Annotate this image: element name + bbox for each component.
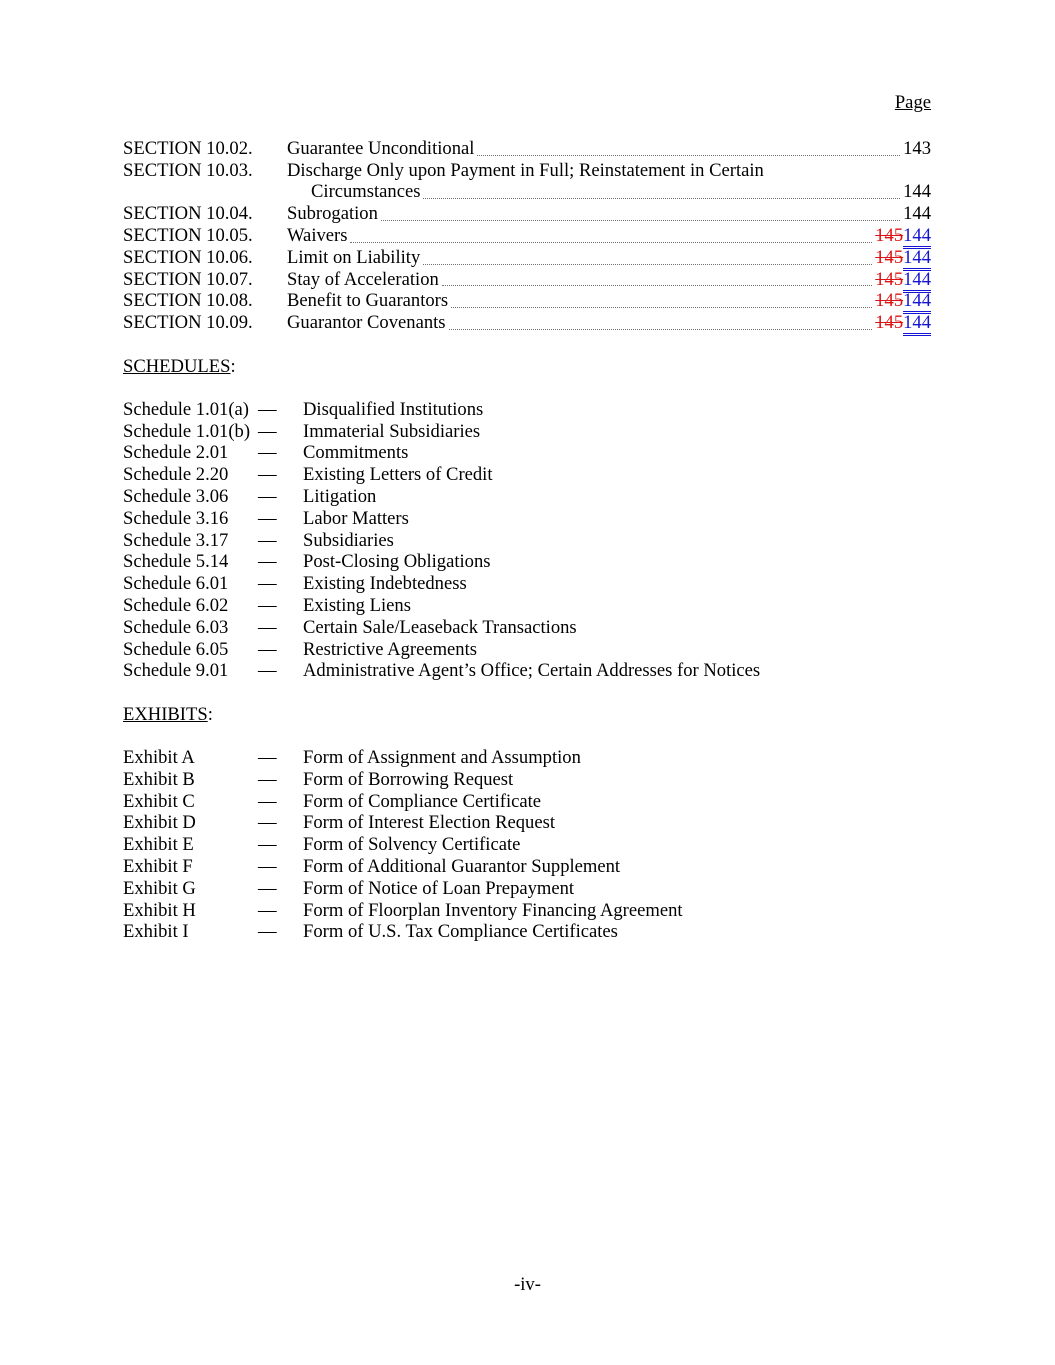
- item-label: Schedule 9.01: [123, 660, 229, 682]
- em-dash: —: [258, 485, 277, 507]
- em-dash: —: [258, 834, 277, 856]
- em-dash: —: [258, 442, 277, 464]
- page-number-new: 144: [903, 290, 931, 314]
- item-title: Disqualified Institutions: [303, 398, 484, 420]
- section-number: SECTION 10.09.: [123, 312, 253, 334]
- schedule-row: [123, 464, 931, 486]
- item-label: Schedule 1.01(b): [123, 420, 251, 442]
- item-title: Administrative Agent’s Office; Certain Addresses for Notices: [303, 660, 761, 682]
- exhibit-row: [123, 921, 931, 943]
- schedule-row: [123, 399, 931, 421]
- item-title: Immaterial Subsidiaries: [303, 420, 481, 442]
- item-label: Exhibit H: [123, 899, 196, 921]
- dot-leader: [451, 290, 872, 308]
- schedule-row: [123, 573, 931, 595]
- em-dash: —: [258, 420, 277, 442]
- page-number-new: 144: [903, 312, 931, 336]
- exhibit-row: [123, 791, 931, 813]
- toc-row: [123, 138, 931, 160]
- dot-leader: [423, 247, 872, 265]
- section-title: Guarantee Unconditional: [287, 137, 475, 159]
- schedules-list: [123, 399, 931, 682]
- page-number-current: 143: [903, 137, 931, 159]
- em-dash: —: [258, 921, 277, 943]
- item-label: Schedule 2.20: [123, 464, 229, 486]
- schedule-row: [123, 421, 931, 443]
- item-title: Subsidiaries: [303, 529, 394, 551]
- item-title: Form of Notice of Loan Prepayment: [303, 877, 575, 899]
- exhibits-list: [123, 747, 931, 943]
- item-title: Litigation: [303, 485, 377, 507]
- item-title: Post-Closing Obligations: [303, 551, 491, 573]
- folio-number: -iv-: [514, 1274, 541, 1295]
- schedule-row: [123, 551, 931, 573]
- toc-row: [123, 181, 931, 203]
- page-column-header-label: Page: [894, 92, 931, 113]
- em-dash: —: [258, 855, 277, 877]
- page-number-current: 144: [903, 181, 931, 203]
- item-title: Form of Additional Guarantor Supplement: [303, 855, 621, 877]
- dot-leader: [449, 312, 873, 330]
- toc-row: [123, 290, 931, 312]
- item-label: Schedule 6.03: [123, 616, 229, 638]
- item-title: Commitments: [303, 442, 409, 464]
- em-dash: —: [258, 551, 277, 573]
- em-dash: —: [258, 660, 277, 682]
- page-number-current: 144: [903, 203, 931, 225]
- em-dash: —: [258, 768, 277, 790]
- item-label: Exhibit B: [123, 768, 195, 790]
- toc-row: [123, 312, 931, 334]
- item-title: Form of Compliance Certificate: [303, 790, 542, 812]
- item-label: Schedule 1.01(a): [123, 398, 249, 420]
- item-title: Form of Borrowing Request: [303, 768, 514, 790]
- toc-row: [123, 247, 931, 269]
- dot-leader: [477, 138, 900, 156]
- schedules-heading-label: SCHEDULES: [123, 355, 231, 377]
- em-dash: —: [258, 594, 277, 616]
- page-number: [903, 203, 931, 225]
- em-dash: —: [258, 573, 277, 595]
- item-label: Schedule 6.01: [123, 573, 229, 595]
- item-label: Exhibit D: [123, 812, 196, 834]
- item-label: Exhibit F: [123, 855, 193, 877]
- exhibit-row: [123, 834, 931, 856]
- page-number-old: 145: [875, 224, 904, 246]
- schedule-row: [123, 530, 931, 552]
- em-dash: —: [258, 746, 277, 768]
- exhibit-row: [123, 900, 931, 922]
- section-number: SECTION 10.06.: [123, 246, 253, 268]
- section-title: Limit on Liability: [287, 246, 421, 268]
- item-label: Schedule 3.16: [123, 507, 229, 529]
- toc-row: [123, 160, 931, 182]
- page-number: [875, 312, 931, 334]
- exhibit-row: [123, 812, 931, 834]
- schedules-heading-colon: :: [230, 355, 236, 377]
- section-number: SECTION 10.02.: [123, 137, 253, 159]
- section-title: Benefit to Guarantors: [287, 290, 449, 312]
- item-label: Exhibit I: [123, 921, 189, 943]
- schedule-row: [123, 442, 931, 464]
- item-label: Exhibit A: [123, 746, 195, 768]
- page-number: [875, 290, 931, 312]
- item-label: Schedule 5.14: [123, 551, 229, 573]
- section-title: Discharge Only upon Payment in Full; Reinstatement in Certain: [287, 159, 764, 181]
- item-title: Form of Interest Election Request: [303, 812, 555, 834]
- item-label: Exhibit C: [123, 790, 195, 812]
- em-dash: —: [258, 877, 277, 899]
- exhibits-heading-label: EXHIBITS: [123, 704, 208, 726]
- section-title: Guarantor Covenants: [287, 312, 446, 334]
- exhibit-row: [123, 878, 931, 900]
- page-number-new: 144: [903, 225, 931, 249]
- toc-row: [123, 269, 931, 291]
- toc-row: [123, 225, 931, 247]
- item-label: Schedule 3.06: [123, 485, 229, 507]
- dot-leader: [350, 225, 872, 243]
- em-dash: —: [258, 790, 277, 812]
- schedule-row: [123, 617, 931, 639]
- item-title: Existing Letters of Credit: [303, 464, 493, 486]
- page-number: [875, 247, 931, 269]
- section-number: [123, 181, 287, 203]
- page-number-new: 144: [903, 269, 931, 293]
- exhibit-row: [123, 856, 931, 878]
- em-dash: —: [258, 899, 277, 921]
- page-number: [903, 138, 931, 160]
- exhibit-row: [123, 769, 931, 791]
- page-footer: [0, 1274, 1055, 1296]
- schedule-row: [123, 508, 931, 530]
- exhibits-heading: [123, 704, 931, 726]
- em-dash: —: [258, 812, 277, 834]
- schedule-row: [123, 639, 931, 661]
- schedule-row: [123, 660, 931, 682]
- item-title: Restrictive Agreements: [303, 638, 478, 660]
- page-number-old: 145: [875, 290, 904, 312]
- item-title: Labor Matters: [303, 507, 409, 529]
- section-number: SECTION 10.07.: [123, 268, 253, 290]
- exhibits-heading-colon: :: [207, 704, 213, 726]
- item-title: Form of Floorplan Inventory Financing Agreement: [303, 899, 683, 921]
- item-label: Schedule 2.01: [123, 442, 229, 464]
- em-dash: —: [258, 616, 277, 638]
- schedule-row: [123, 595, 931, 617]
- section-number: SECTION 10.03.: [123, 159, 253, 181]
- dot-leader: [423, 181, 900, 199]
- schedule-row: [123, 486, 931, 508]
- em-dash: —: [258, 507, 277, 529]
- section-number: SECTION 10.04.: [123, 203, 253, 225]
- page-number: [903, 181, 931, 203]
- item-label: Schedule 6.05: [123, 638, 229, 660]
- section-title: Stay of Acceleration: [287, 268, 439, 290]
- section-title: Subrogation: [287, 203, 378, 225]
- section-title: Waivers: [287, 224, 348, 246]
- item-title: Existing Liens: [303, 594, 411, 616]
- dot-leader: [442, 269, 872, 287]
- section-number: SECTION 10.05.: [123, 224, 253, 246]
- item-label: Exhibit E: [123, 834, 194, 856]
- sections-list: [123, 138, 931, 334]
- em-dash: —: [258, 398, 277, 420]
- page-number-new: 144: [903, 247, 931, 271]
- page-number-old: 145: [875, 246, 904, 268]
- page-column-header: [123, 92, 931, 114]
- toc-row: [123, 203, 931, 225]
- item-label: Schedule 3.17: [123, 529, 229, 551]
- exhibit-row: [123, 747, 931, 769]
- section-number: SECTION 10.08.: [123, 290, 253, 312]
- page-number: [875, 225, 931, 247]
- page-number-old: 145: [875, 268, 904, 290]
- em-dash: —: [258, 529, 277, 551]
- item-label: Exhibit G: [123, 877, 196, 899]
- item-title: Form of U.S. Tax Compliance Certificates: [303, 921, 618, 943]
- em-dash: —: [258, 638, 277, 660]
- item-label: Schedule 6.02: [123, 594, 229, 616]
- item-title: Form of Solvency Certificate: [303, 834, 521, 856]
- page-number-old: 145: [875, 312, 904, 334]
- em-dash: —: [258, 464, 277, 486]
- item-title: Certain Sale/Leaseback Transactions: [303, 616, 577, 638]
- page-number: [875, 269, 931, 291]
- schedules-heading: [123, 356, 931, 378]
- dot-leader: [381, 203, 900, 221]
- section-title: Circumstances: [311, 181, 421, 203]
- item-title: Form of Assignment and Assumption: [303, 746, 581, 768]
- item-title: Existing Indebtedness: [303, 573, 467, 595]
